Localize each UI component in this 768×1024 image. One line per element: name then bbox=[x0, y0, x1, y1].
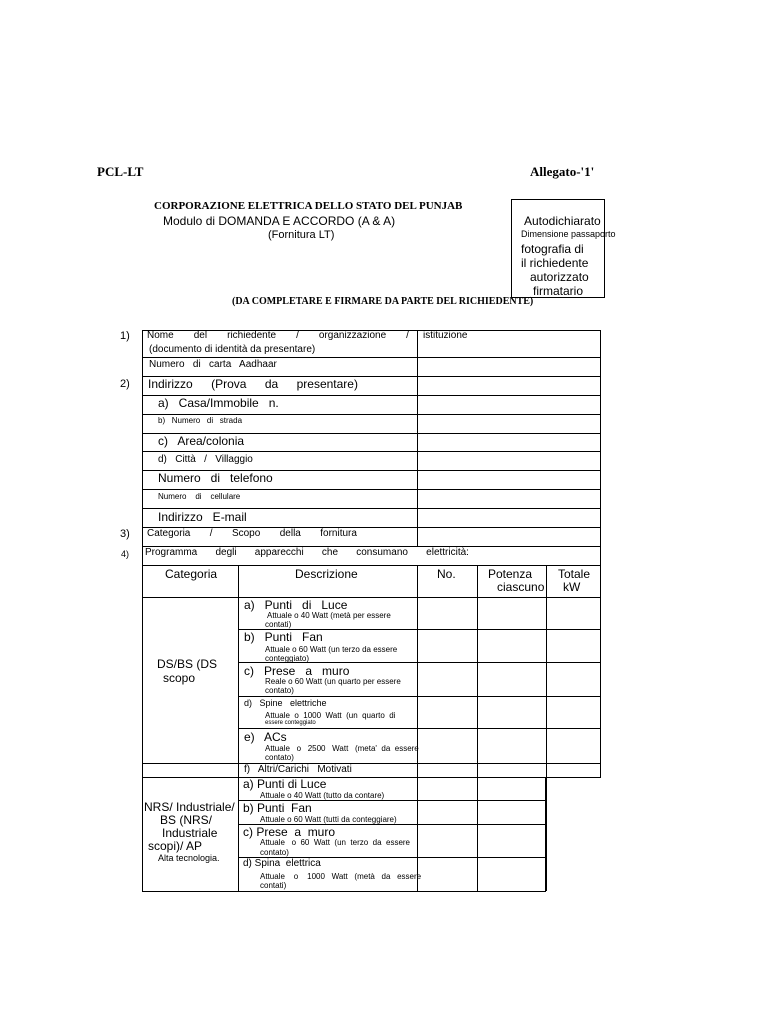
applicant-name-label bbox=[147, 330, 409, 341]
program-word-5: consumano bbox=[356, 547, 408, 558]
category-word-5: fornitura bbox=[320, 528, 357, 539]
nrs-category-line-5: Alta tecnologia. bbox=[158, 853, 220, 863]
ds-d-count-cell[interactable] bbox=[418, 697, 477, 728]
area-field[interactable] bbox=[418, 434, 600, 451]
name-word-6: / bbox=[406, 330, 409, 341]
ds-category-line-2: scopo bbox=[163, 671, 196, 685]
ds-item-a-note-1: Attuale o 40 Watt (metà per essere bbox=[267, 611, 391, 620]
nrs-item-c-note-1: Attuale o 60 Watt (un terzo da essere bbox=[260, 838, 410, 847]
street-number-field[interactable] bbox=[418, 415, 600, 433]
annex-label: Allegato-'1' bbox=[530, 164, 595, 179]
ds-item-d-label: d) Spine elettriche bbox=[244, 698, 327, 708]
ds-item-c-note-1: Reale o 60 Watt (un quarto per essere bbox=[265, 677, 401, 686]
header-total-2: kW bbox=[563, 580, 581, 594]
email-field[interactable] bbox=[418, 509, 600, 527]
nrs-item-c-note-2: contato) bbox=[260, 848, 289, 857]
header-total-1: Totale bbox=[558, 567, 591, 581]
nrs-category-line-1: NRS/ Industriale/ bbox=[144, 800, 235, 814]
ds-a-power-cell[interactable] bbox=[478, 598, 546, 629]
ds-item-a-label: a) Punti di Luce bbox=[244, 598, 348, 612]
program-word-2: degli bbox=[215, 547, 237, 558]
nrs-item-a-label: a) Punti di Luce bbox=[243, 777, 327, 791]
name-word-1: Nome bbox=[147, 330, 174, 341]
row-number-4: 4) bbox=[121, 549, 130, 559]
ds-a-count-cell[interactable] bbox=[418, 598, 477, 629]
ds-item-d-note-2: essere conteggiato bbox=[265, 720, 316, 726]
program-word-3: apparecchi bbox=[254, 547, 304, 558]
ds-b-total-cell[interactable] bbox=[547, 630, 600, 662]
category-word-2: / bbox=[209, 528, 213, 539]
header-category: Categoria bbox=[165, 567, 218, 581]
ds-c-power-cell[interactable] bbox=[478, 663, 546, 696]
name-word-5: organizzazione bbox=[318, 330, 387, 341]
header-number: No. bbox=[437, 567, 456, 581]
row-number-2: 2) bbox=[120, 378, 130, 390]
ds-item-b-note-2: conteggiato) bbox=[265, 654, 310, 663]
name-word-3: richiedente bbox=[227, 330, 277, 341]
nrs-item-b-label: b) Punti Fan bbox=[243, 801, 312, 815]
address-word-2: (Prova bbox=[211, 377, 247, 391]
photo-label-4: il richiedente bbox=[521, 256, 589, 270]
area-label: c) Area/colonia bbox=[158, 434, 245, 448]
category-word-3: Scopo bbox=[231, 528, 261, 539]
ds-item-f-label: f) Altri/Carichi Motivati bbox=[244, 764, 352, 775]
phone-field[interactable] bbox=[418, 471, 600, 489]
house-number-label: a) Casa/Immobile n. bbox=[158, 396, 279, 410]
ds-e-power-cell[interactable] bbox=[478, 729, 546, 763]
photo-label-5: autorizzato bbox=[530, 270, 589, 284]
ds-item-d-note-1: Attuale o 1000 Watt (un quarto di bbox=[265, 711, 396, 720]
row-number-3: 3) bbox=[120, 528, 130, 540]
header-power-2: ciascuno bbox=[497, 580, 545, 594]
ds-item-e-note-2: contato) bbox=[265, 753, 294, 762]
photo-label-2: Dimensione passaporto bbox=[521, 229, 616, 239]
email-label: Indirizzo E-mail bbox=[158, 510, 247, 524]
ds-e-count-cell[interactable] bbox=[418, 729, 477, 763]
photo-box[interactable] bbox=[511, 199, 616, 298]
appliance-program-label bbox=[145, 547, 469, 558]
name-word-4: / bbox=[296, 330, 299, 341]
address-label bbox=[148, 377, 358, 391]
name-word-2: del bbox=[193, 330, 208, 341]
supply-type: (Fornitura LT) bbox=[268, 229, 335, 241]
aadhaar-field[interactable] bbox=[418, 358, 600, 376]
nrs-item-d-note-2: contati) bbox=[260, 881, 287, 890]
address-word-1: Indirizzo bbox=[148, 377, 193, 391]
nrs-item-b-note-1: Attuale o 60 Watt (tutti da conteggiare) bbox=[260, 815, 397, 824]
mobile-field[interactable] bbox=[418, 490, 600, 508]
nrs-item-d-note-1: Attuale o 1000 Watt (metà da essere bbox=[260, 872, 422, 881]
ds-e-total-cell[interactable] bbox=[547, 729, 600, 763]
nrs-category-line-4: scopi)/ AP bbox=[148, 839, 203, 853]
ds-b-count-cell[interactable] bbox=[418, 630, 477, 662]
category-word-1: Categoria bbox=[147, 528, 191, 539]
city-field[interactable] bbox=[418, 452, 600, 470]
ds-item-b-label: b) Punti Fan bbox=[244, 630, 323, 644]
ds-a-total-cell[interactable] bbox=[547, 598, 600, 629]
ds-item-b-note-1: Attuale o 60 Watt (un terzo da essere bbox=[265, 645, 398, 654]
category-word-4: della bbox=[279, 528, 301, 539]
house-number-field[interactable] bbox=[418, 396, 600, 414]
institution-label: istituzione bbox=[423, 330, 468, 341]
photo-label-3: fotografia di bbox=[521, 242, 584, 256]
ds-d-power-cell[interactable] bbox=[478, 697, 546, 728]
header-power-1: Potenza bbox=[488, 567, 533, 581]
nrs-category-line-2: BS (NRS/ bbox=[160, 813, 213, 827]
nrs-item-d-label: d) Spina elettrica bbox=[243, 858, 321, 869]
ds-item-c-label: c) Prese a muro bbox=[244, 664, 350, 678]
header-description: Descrizione bbox=[295, 567, 358, 581]
ds-item-c-note-2: contato) bbox=[265, 686, 294, 695]
nrs-item-a-note-1: Attuale o 40 Watt (tutto da contare) bbox=[260, 791, 385, 800]
street-number-label: b) Numero di strada bbox=[158, 416, 243, 425]
mobile-label: Numero di cellulare bbox=[158, 492, 241, 501]
ds-category-line-1: DS/BS (DS bbox=[157, 657, 218, 671]
nrs-item-c-label: c) Prese a muro bbox=[243, 825, 336, 839]
ds-b-power-cell[interactable] bbox=[478, 630, 546, 662]
category-purpose-label bbox=[147, 528, 357, 539]
ds-item-e-label: e) ACs bbox=[244, 730, 287, 744]
ds-d-total-cell[interactable] bbox=[547, 697, 600, 728]
ds-c-count-cell[interactable] bbox=[418, 663, 477, 696]
ds-item-a-note-2: contati) bbox=[265, 620, 292, 629]
address-word-3: da bbox=[264, 377, 279, 391]
instruction-text: (DA COMPLETARE E FIRMARE DA PARTE DEL RICHIEDENTE) bbox=[232, 296, 534, 307]
photo-label-6: firmatario bbox=[533, 284, 584, 298]
phone-label: Numero di telefono bbox=[158, 471, 273, 485]
organization-title: CORPORAZIONE ELETTRICA DELLO STATO DEL PUNJAB bbox=[154, 200, 463, 212]
aadhaar-label: Numero di carta Aadhaar bbox=[149, 359, 277, 370]
ds-item-e-note-1: Attuale o 2500 Watt (meta' da essere bbox=[265, 744, 419, 753]
program-word-6: elettricità: bbox=[426, 547, 469, 558]
city-label: d) Città / Villaggio bbox=[158, 454, 253, 465]
nrs-category-line-3: Industriale bbox=[162, 826, 218, 840]
form-code: PCL-LT bbox=[97, 164, 144, 179]
program-word-1: Programma bbox=[145, 547, 198, 558]
form-title: Modulo di DOMANDA E ACCORDO (A & A) bbox=[163, 214, 396, 228]
category-field[interactable] bbox=[418, 528, 600, 546]
program-word-4: che bbox=[321, 547, 339, 558]
photo-label-1: Autodichiarato bbox=[524, 214, 601, 228]
id-document-label: (documento di identità da presentare) bbox=[149, 344, 316, 355]
ds-c-total-cell[interactable] bbox=[547, 663, 600, 696]
address-word-4: presentare) bbox=[296, 377, 358, 391]
row-number-1: 1) bbox=[120, 330, 130, 342]
